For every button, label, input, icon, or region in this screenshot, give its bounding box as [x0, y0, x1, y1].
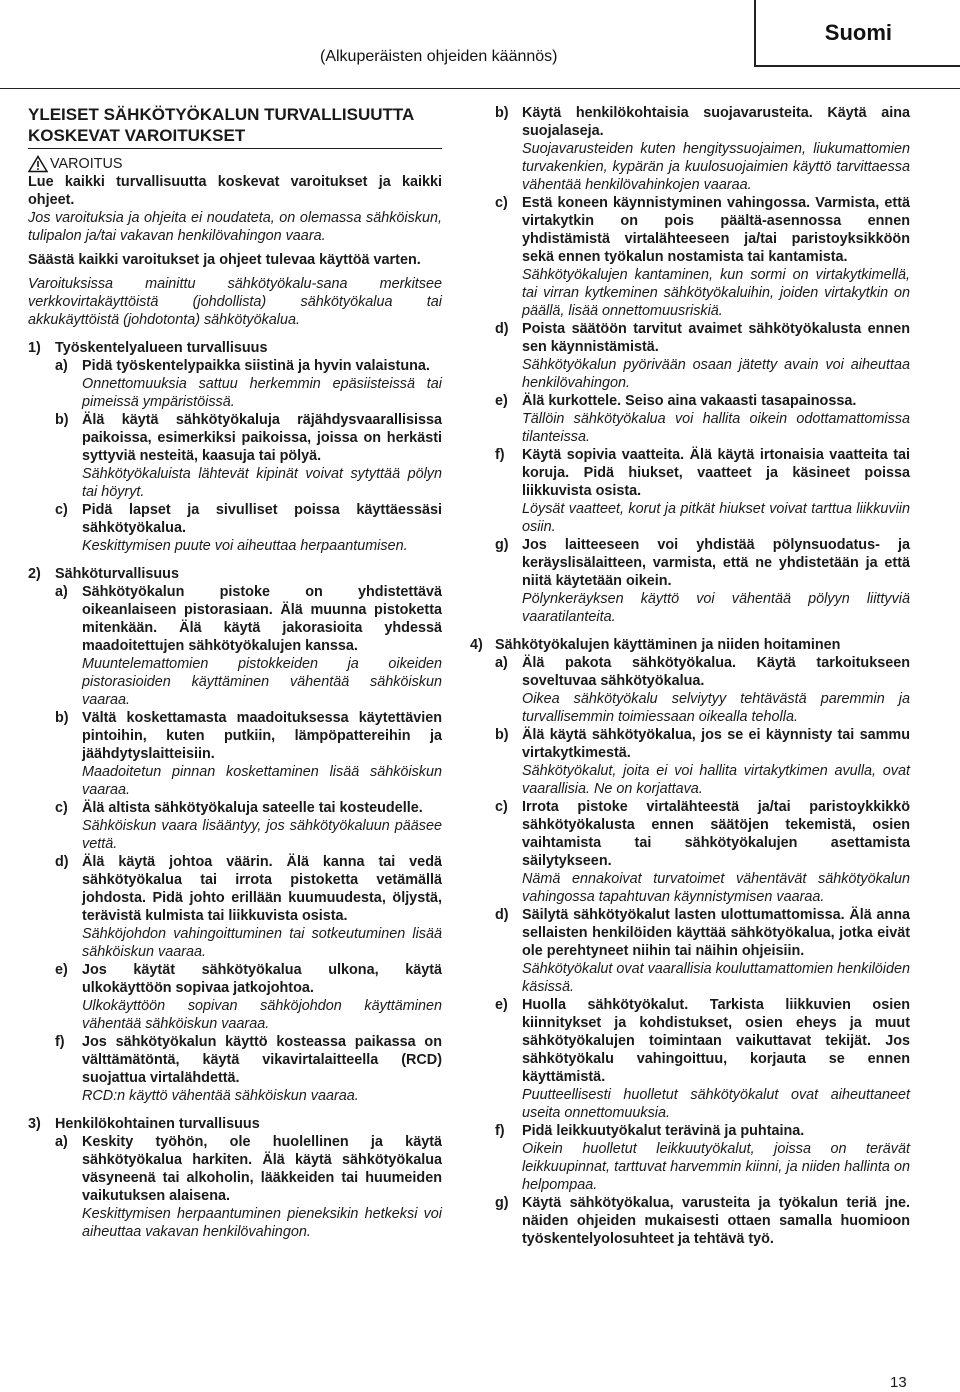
section-title: Sähköturvallisuus	[55, 566, 179, 582]
warning-definition: Varoituksissa mainittu sähkötyökalu-sana merkitsee verkkovirtakäyttöistä (johdollista) sähkötyökalua tai akkukäyttöistä (johdotonta) sähkötyökalua.	[28, 276, 442, 328]
document-title: YLEISET SÄHKÖTYÖKALUN TURVALLISUUTTA KOSKEVAT VAROITUKSET	[28, 104, 442, 149]
section-title: Työskentelyalueen turvallisuus	[55, 340, 268, 356]
list-item: d) Säilytä sähkötyökalut lasten ulottumattomissa. Älä anna sellaisten henkilöiden käyttää sähkötyökalua, jotka eivät ole perehtyneet niihin tai näihin ohjeisiin. Sähkötyökalut ovat vaarallisia kouluttamattomien henkilöiden käsissä.	[495, 907, 910, 995]
warning-keep: Säästä kaikki varoitukset ja ohjeet tulevaa käyttöä varten.	[28, 252, 421, 268]
list-item: a) Sähkötyökalun pistoke on yhdistettävä oikeanlaiseen pistorasiaan. Älä muunna pistoketta mitenkään. Älä käytä jakorasioita yhdessä maadoitettujen sähkötyökalujen kanssa. Muuntelemattomien pistokkeiden ja oikeiden pistorasioiden käyttäminen vähentää sähköiskun vaaraa.	[55, 584, 442, 708]
section-number: 3)	[28, 1116, 41, 1132]
section-heading	[470, 636, 910, 654]
list-item: b) Älä käytä sähkötyökaluja räjähdysvaarallisissa paikoissa, esimerkiksi paikoissa, joissa on herkästi syttyviä nesteitä, kaasuja tai pölyä. Sähkötyökaluista lähtevät kipinät voivat sytyttää pölyn tai höyryt.	[55, 412, 442, 500]
list-item: e) Huolla sähkötyökalut. Tarkista liikkuvien osien kiinnitykset ja kohdistukset, osien eheys ja muut sähkötyökalujen toimintaan vaikuttavat tekijät. Jos sähkötyökalu vahingoittuu, korjauta se ennen käyttämistä. Puutteellisesti huolletut sähkötyökalut ovat aiheuttaneet useita onnettomuuksia.	[495, 997, 910, 1121]
right-column	[470, 104, 910, 1248]
list-item: f) Käytä sopivia vaatteita. Älä käytä irtonaisia vaatteita tai koruja. Pidä hiukset, vaatteet ja käsineet poissa liikkuvista osista. Löysät vaatteet, korut ja pitkät hiukset voivat tarttua liikkuviin osiin.	[495, 447, 910, 535]
list-item: f) Jos sähkötyökalun käyttö kosteassa paikassa on välttämätöntä, käytä vikavirtalaitteella (RCD) suojattua virtalähdettä. RCD:n käyttö vähentää sähköiskun vaaraa.	[55, 1034, 442, 1104]
list-item: a) Pidä työskentelypaikka siistinä ja hyvin valaistuna. Onnettomuuksia sattuu herkemmin epäsiisteissä tai pimeissä ympäristöissä.	[55, 358, 442, 410]
language-label: Suomi	[824, 20, 892, 45]
section-heading	[28, 339, 442, 357]
list-item: d) Poista säätöön tarvitut avaimet sähkötyökalusta ennen sen käynnistämistä. Sähkötyökalun pyörivään osaan jätetty avain voi aiheuttaa henkilövahingon.	[495, 321, 910, 391]
left-column	[28, 104, 442, 1241]
list-item: c) Älä altista sähkötyökaluja sateelle tai kosteudelle. Sähköiskun vaara lisääntyy, jos sähkötyökaluun pääsee vettä.	[55, 800, 442, 852]
list-item: e) Älä kurkottele. Seiso aina vakaasti tasapainossa. Tällöin sähkötyökalua voi hallita oikein odottamattomissa tilanteissa.	[495, 393, 910, 445]
section-heading	[28, 565, 442, 583]
section-number: 4)	[470, 637, 483, 653]
list-item: c) Estä koneen käynnistyminen vahingossa. Varmista, että virtakytkin on pois päältä-asennossa ennen yhdistämistä virtalähteeseen ja/tai paristoyksikköön sekä ennen työkalun nostamista tai kantamista. Sähkötyökalujen kantaminen, kun sormi on virtakytkimellä, tai virran kytkeminen sähkötyökaluihin, joiden virtakytkin on päällä, lisää onnettomuusriskiä.	[495, 195, 910, 319]
warning-label: VAROITUS	[50, 156, 123, 172]
header-divider	[0, 88, 960, 89]
section-title: Sähkötyökalujen käyttäminen ja niiden hoitaminen	[495, 637, 841, 653]
list-item: b) Käytä henkilökohtaisia suojavarusteita. Käytä aina suojalaseja. Suojavarusteiden kuten hengityssuojaimen, liukumattomien turvakenkien, kypärän ja kuulosuojaimien käyttö tarvittaessa vähentää henkilövahinkojen vaaraa.	[495, 105, 910, 193]
list-item: b) Älä käytä sähkötyökalua, jos se ei käynnisty tai sammu virtakytkimestä. Sähkötyökalut, joita ei voi hallita virtakytkimen avulla, ovat vaarallisia. Ne on korjattava.	[495, 727, 910, 797]
section-number: 2)	[28, 566, 41, 582]
list-item: f) Pidä leikkuutyökalut terävinä ja puhtaina. Oikein huolletut leikkuutyökalut, joissa on terävät leikkuupinnat, tarttuvat harvemmin kiinni, ja niiden hallinta on helpompaa.	[495, 1123, 910, 1193]
list-item: a) Keskity työhön, ole huolellinen ja käytä sähkötyökalua harkiten. Älä käytä sähkötyökalua väsyneenä tai alkoholin, lääkkeiden tai huumeiden vaikutuksen alaisena. Keskittymisen herpaantuminen pieneksikin hetkeksi voi aiheuttaa vakavan henkilövahingon.	[55, 1134, 442, 1240]
list-item: g) Käytä sähkötyökalua, varusteita ja työkalun teriä jne. näiden ohjeiden mukaisesti ottaen samalla huomioon työskentelyolosuhteet ja tehtävä työ.	[495, 1195, 910, 1247]
section-heading	[28, 1115, 442, 1133]
language-tab	[754, 0, 960, 67]
list-item: c) Irrota pistoke virtalähteestä ja/tai paristoykkikkö sähkötyökalusta ennen säätöjen tekemistä, osien vaihtamista tai sähkötyökalujen asettamista säilytykseen. Nämä ennakoivat turvatoimet vähentävät sähkötyökalun vahingossa tapahtuvan käynnistymisen vaaraa.	[495, 799, 910, 905]
section-number: 1)	[28, 340, 41, 356]
translation-note: (Alkuperäisten ohjeiden käännös)	[320, 48, 558, 65]
list-item: c) Pidä lapset ja sivulliset poissa käyttäessäsi sähkötyökalua. Keskittymisen puute voi aiheuttaa herpaantumisen.	[55, 502, 442, 554]
warning-intro-bold: Lue kaikki turvallisuutta koskevat varoitukset ja kaikki ohjeet.	[28, 174, 442, 208]
list-item: d) Älä käytä johtoa väärin. Älä kanna tai vedä sähkötyökalua tai irrota pistoketta vetämällä johdosta. Pidä johto erillään kuumuudesta, öljystä, terävistä kulmista tai liikkuvista osista. Sähköjohdon vahingoittuminen tai sotkeutuminen lisää sähköiskun vaaraa.	[55, 854, 442, 960]
list-item: a) Älä pakota sähkötyökalua. Käytä tarkoitukseen soveltuvaa sähkötyökalua. Oikea sähkötyökalu selviytyy tehtävästä paremmin ja turvallisemmin toimiessaan oikealla teholla.	[495, 655, 910, 725]
list-item: g) Jos laitteeseen voi yhdistää pölynsuodatus- ja keräyslisälaitteen, varmista, että ne yhdistetään ja että niitä käytetään oikein. Pölynkeräyksen käyttö voi vähentää pölyyn liittyviä vaaratilanteita.	[495, 537, 910, 625]
warning-triangle-icon	[28, 155, 48, 173]
warning-heading	[28, 155, 442, 173]
list-item: b) Vältä koskettamasta maadoituksessa käytettävien pintoihin, kuten putkiin, lämpöpattereihin ja jäähdytyslaitteisiin. Maadoitetun pinnan koskettaminen lisää sähköiskun vaaraa.	[55, 710, 442, 798]
page-number: 13	[890, 1374, 907, 1391]
list-item: e) Jos käytät sähkötyökalua ulkona, käytä ulkokäyttöön sopivaa jatkojohtoa. Ulkokäyttöön sopivan sähköjohdon käyttäminen vähentää sähköiskun vaaraa.	[55, 962, 442, 1032]
warning-intro-text: Jos varoituksia ja ohjeita ei noudateta, on olemassa sähköiskun, tulipalon ja/tai vakavan henkilövahingon vaara.	[28, 210, 442, 244]
section-title: Henkilökohtainen turvallisuus	[55, 1116, 260, 1132]
